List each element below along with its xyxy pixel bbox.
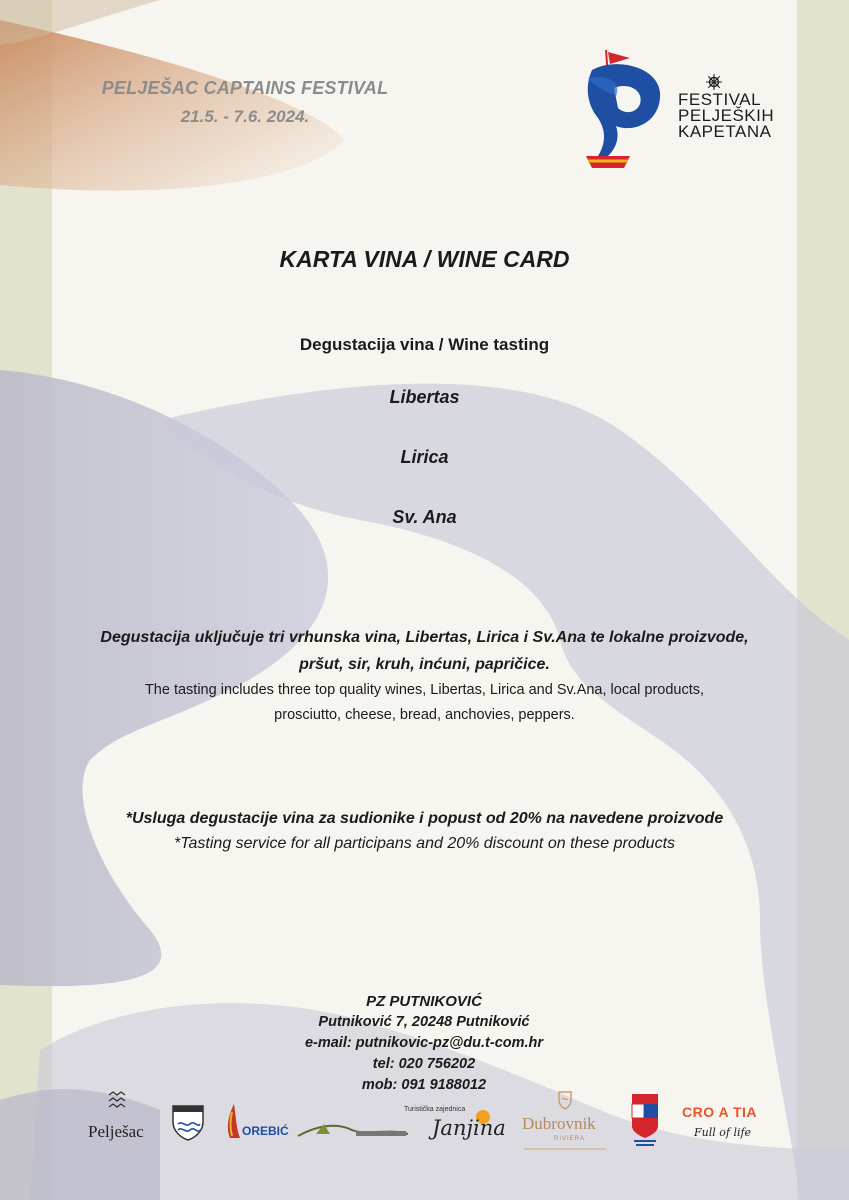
contact-address: Putniković 7, 20248 Putniković	[318, 1014, 530, 1030]
janjina-label: Janjina	[432, 1116, 506, 1140]
offer-en: *Tasting service for all participans and 20% discount on these products	[173, 835, 676, 852]
contact-tel: tel: 020 756202	[372, 1056, 476, 1072]
contact-block	[224, 991, 624, 1096]
dubrovnik-label: Dubrovnik	[522, 1114, 596, 1133]
partner-peljesac	[86, 1090, 150, 1150]
sail-icon	[224, 1102, 244, 1142]
municipal-shield-icon	[170, 1100, 206, 1142]
partner-croatia	[682, 1104, 772, 1148]
dubrovnik-crest-icon	[555, 1088, 575, 1110]
landscape-logo-icon	[296, 1116, 410, 1140]
page-title: KARTA VINA / WINE CARD	[279, 246, 570, 272]
peljesac-label: Pelješac	[88, 1122, 144, 1141]
festival-header	[60, 78, 430, 127]
contact-mob: mob: 091 9188012	[361, 1077, 487, 1093]
janjina-small-label: Turistička zajednica	[404, 1106, 466, 1113]
logo-line-2: PELJEŠKIH	[678, 106, 775, 125]
festival-logo-text	[678, 92, 774, 140]
subtitle: Degustacija vina / Wine tasting	[299, 335, 550, 354]
offer-note	[40, 806, 809, 856]
dubrovnik-underline	[524, 1148, 606, 1150]
peljesac-emblem-icon	[106, 1090, 130, 1114]
festival-dates: 21.5. - 7.6. 2024.	[180, 107, 310, 126]
contact-email: e-mail: putnikovic-pz@du.t-com.hr	[304, 1035, 544, 1051]
festival-logo	[578, 48, 778, 178]
croatia-label: CRO A TIA	[682, 1104, 758, 1120]
description-hr-line: pršut, sir, kruh, inćuni, papričice.	[299, 656, 550, 673]
sail-ship-logo-icon	[578, 48, 678, 178]
dubrovnik-sub-label: RIVIERA	[554, 1136, 586, 1142]
description-hr-line: Degustacija uključuje tri vrhunska vina, Libertas, Lirica i Sv.Ana te lokalne proizvode,	[100, 629, 749, 646]
partner-dubrovnik	[520, 1088, 610, 1160]
tasting-description	[40, 624, 809, 728]
festival-title: PELJEŠAC CAPTAINS FESTIVAL	[101, 78, 389, 98]
ship-wheel-icon	[706, 74, 722, 90]
description-en-line: The tasting includes three top quality wines, Libertas, Lirica and Sv.Ana, local products,	[144, 682, 705, 698]
wine-item: Sv. Ana	[392, 507, 457, 527]
wine-item: Lirica	[400, 447, 449, 467]
logo-line-3: KAPETANA	[678, 122, 772, 141]
description-en-line: prosciutto, cheese, bread, anchovies, peppers.	[274, 707, 575, 723]
logo-line-1: FESTIVAL	[678, 90, 762, 109]
partner-janjina	[404, 1106, 514, 1146]
croatia-tagline: Full of life	[694, 1126, 752, 1139]
wine-item: Libertas	[389, 387, 460, 407]
offer-hr: *Usluga degustacije vina za sudionike i popust od 20% na navedene proizvode	[125, 810, 724, 827]
county-crest-icon	[628, 1092, 662, 1148]
partner-orebic	[224, 1100, 288, 1144]
contact-name: PZ PUTNIKOVIĆ	[366, 993, 482, 1010]
orebic-label: OREBIĆ	[242, 1124, 289, 1138]
